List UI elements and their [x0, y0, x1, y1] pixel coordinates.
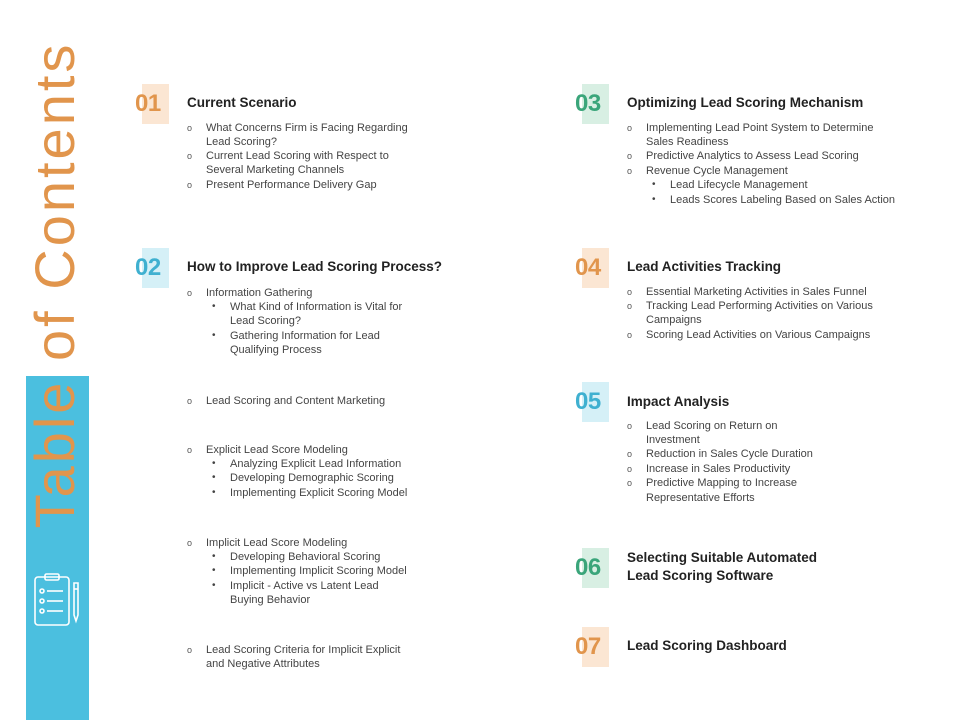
list-subitem-cont: Buying Behavior: [230, 594, 311, 606]
bullet-dot: •: [652, 194, 656, 205]
bullet-circle: o: [627, 464, 633, 474]
list-item: Tracking Lead Performing Activities on Various: [646, 300, 873, 312]
section-heading-06-cont: Lead Scoring Software: [627, 568, 774, 583]
bullet-circle: o: [627, 478, 633, 488]
bullet-circle: o: [627, 166, 633, 176]
list-item: Implicit Lead Score Modeling: [206, 537, 348, 549]
list-subitem: Leads Scores Labeling Based on Sales Action: [670, 194, 896, 206]
bullet-circle: o: [187, 396, 193, 406]
list-item: Lead Scoring and Content Marketing: [206, 395, 386, 407]
section-heading-07: Lead Scoring Dashboard: [627, 638, 787, 653]
list-item: Essential Marketing Activities in Sales Funnel: [646, 286, 867, 298]
list-subitem: What Kind of Information is Vital for: [230, 301, 403, 313]
bullet-circle: o: [627, 151, 633, 161]
list-subitem-cont: Qualifying Process: [230, 344, 322, 356]
list-item-cont: Investment: [646, 434, 700, 446]
bullet-dot: •: [212, 330, 216, 341]
section-heading-01: Current Scenario: [187, 95, 297, 110]
list-subitem: Implementing Explicit Scoring Model: [230, 487, 408, 499]
list-subitem: Gathering Information for Lead: [230, 330, 380, 342]
section-heading-04: Lead Activities Tracking: [627, 259, 782, 274]
list-subitem: Developing Demographic Scoring: [230, 472, 394, 484]
section-heading-03: Optimizing Lead Scoring Mechanism: [627, 95, 864, 110]
section-number-01: 01: [135, 90, 161, 117]
section-number-04: 04: [575, 254, 601, 281]
list-item-cont: Sales Readiness: [646, 136, 729, 148]
bullet-circle: o: [187, 151, 193, 161]
bullet-circle: o: [627, 287, 633, 297]
bullet-circle: o: [187, 288, 193, 298]
list-item: Revenue Cycle Management: [646, 165, 788, 177]
section-number-02: 02: [135, 254, 161, 281]
bullet-dot: •: [212, 301, 216, 312]
list-item: Information Gathering: [206, 287, 313, 299]
bullet-circle: o: [187, 180, 193, 190]
bullet-dot: •: [212, 565, 216, 576]
list-item-cont: Campaigns: [646, 314, 702, 326]
list-subitem: Implementing Implicit Scoring Model: [230, 565, 407, 577]
list-item: Increase in Sales Productivity: [646, 463, 791, 475]
bullet-circle: o: [627, 330, 633, 340]
list-item: Lead Scoring on Return on: [646, 420, 778, 432]
list-item: Reduction in Sales Cycle Duration: [646, 448, 813, 460]
bullet-circle: o: [187, 445, 193, 455]
list-item: Present Performance Delivery Gap: [206, 179, 377, 191]
list-item: Lead Scoring Criteria for Implicit Explicit: [206, 644, 401, 656]
bullet-dot: •: [212, 580, 216, 591]
list-item-cont: Several Marketing Channels: [206, 164, 345, 176]
list-item: Scoring Lead Activities on Various Campaigns: [646, 329, 871, 341]
bullet-circle: o: [187, 123, 193, 133]
document-list-icon: [33, 573, 81, 629]
list-subitem: Implicit - Active vs Latent Lead: [230, 580, 379, 592]
bullet-circle: o: [627, 301, 633, 311]
bullet-dot: •: [212, 551, 216, 562]
bullet-dot: •: [212, 487, 216, 498]
list-item: What Concerns Firm is Facing Regarding: [206, 122, 408, 134]
bullet-circle: o: [627, 449, 633, 459]
list-subitem: Lead Lifecycle Management: [670, 179, 808, 191]
section-heading-06: Selecting Suitable Automated: [627, 550, 818, 565]
list-item: Explicit Lead Score Modeling: [206, 444, 348, 456]
list-subitem: Analyzing Explicit Lead Information: [230, 458, 402, 470]
section-number-05: 05: [575, 388, 601, 415]
page-title: Table of Contents: [23, 41, 86, 529]
bullet-dot: •: [212, 472, 216, 483]
bullet-circle: o: [187, 645, 193, 655]
section-number-06: 06: [575, 554, 601, 581]
bullet-dot: •: [212, 458, 216, 469]
section-number-07: 07: [575, 633, 601, 660]
list-subitem: Developing Behavioral Scoring: [230, 551, 381, 563]
list-item-cont: Lead Scoring?: [206, 136, 277, 148]
bullet-circle: o: [627, 421, 633, 431]
section-heading-05: Impact Analysis: [627, 394, 730, 409]
list-item: Predictive Analytics to Assess Lead Scoring: [646, 150, 859, 162]
bullet-circle: o: [187, 538, 193, 548]
list-subitem-cont: Lead Scoring?: [230, 315, 301, 327]
bullet-circle: o: [627, 123, 633, 133]
list-item: Predictive Mapping to Increase: [646, 477, 798, 489]
list-item-cont: and Negative Attributes: [206, 658, 320, 670]
list-item: Implementing Lead Point System to Determine: [646, 122, 874, 134]
section-number-03: 03: [575, 90, 601, 117]
list-item-cont: Representative Efforts: [646, 492, 755, 504]
bullet-dot: •: [652, 179, 656, 190]
list-item: Current Lead Scoring with Respect to: [206, 150, 389, 162]
section-heading-02: How to Improve Lead Scoring Process?: [187, 259, 443, 274]
